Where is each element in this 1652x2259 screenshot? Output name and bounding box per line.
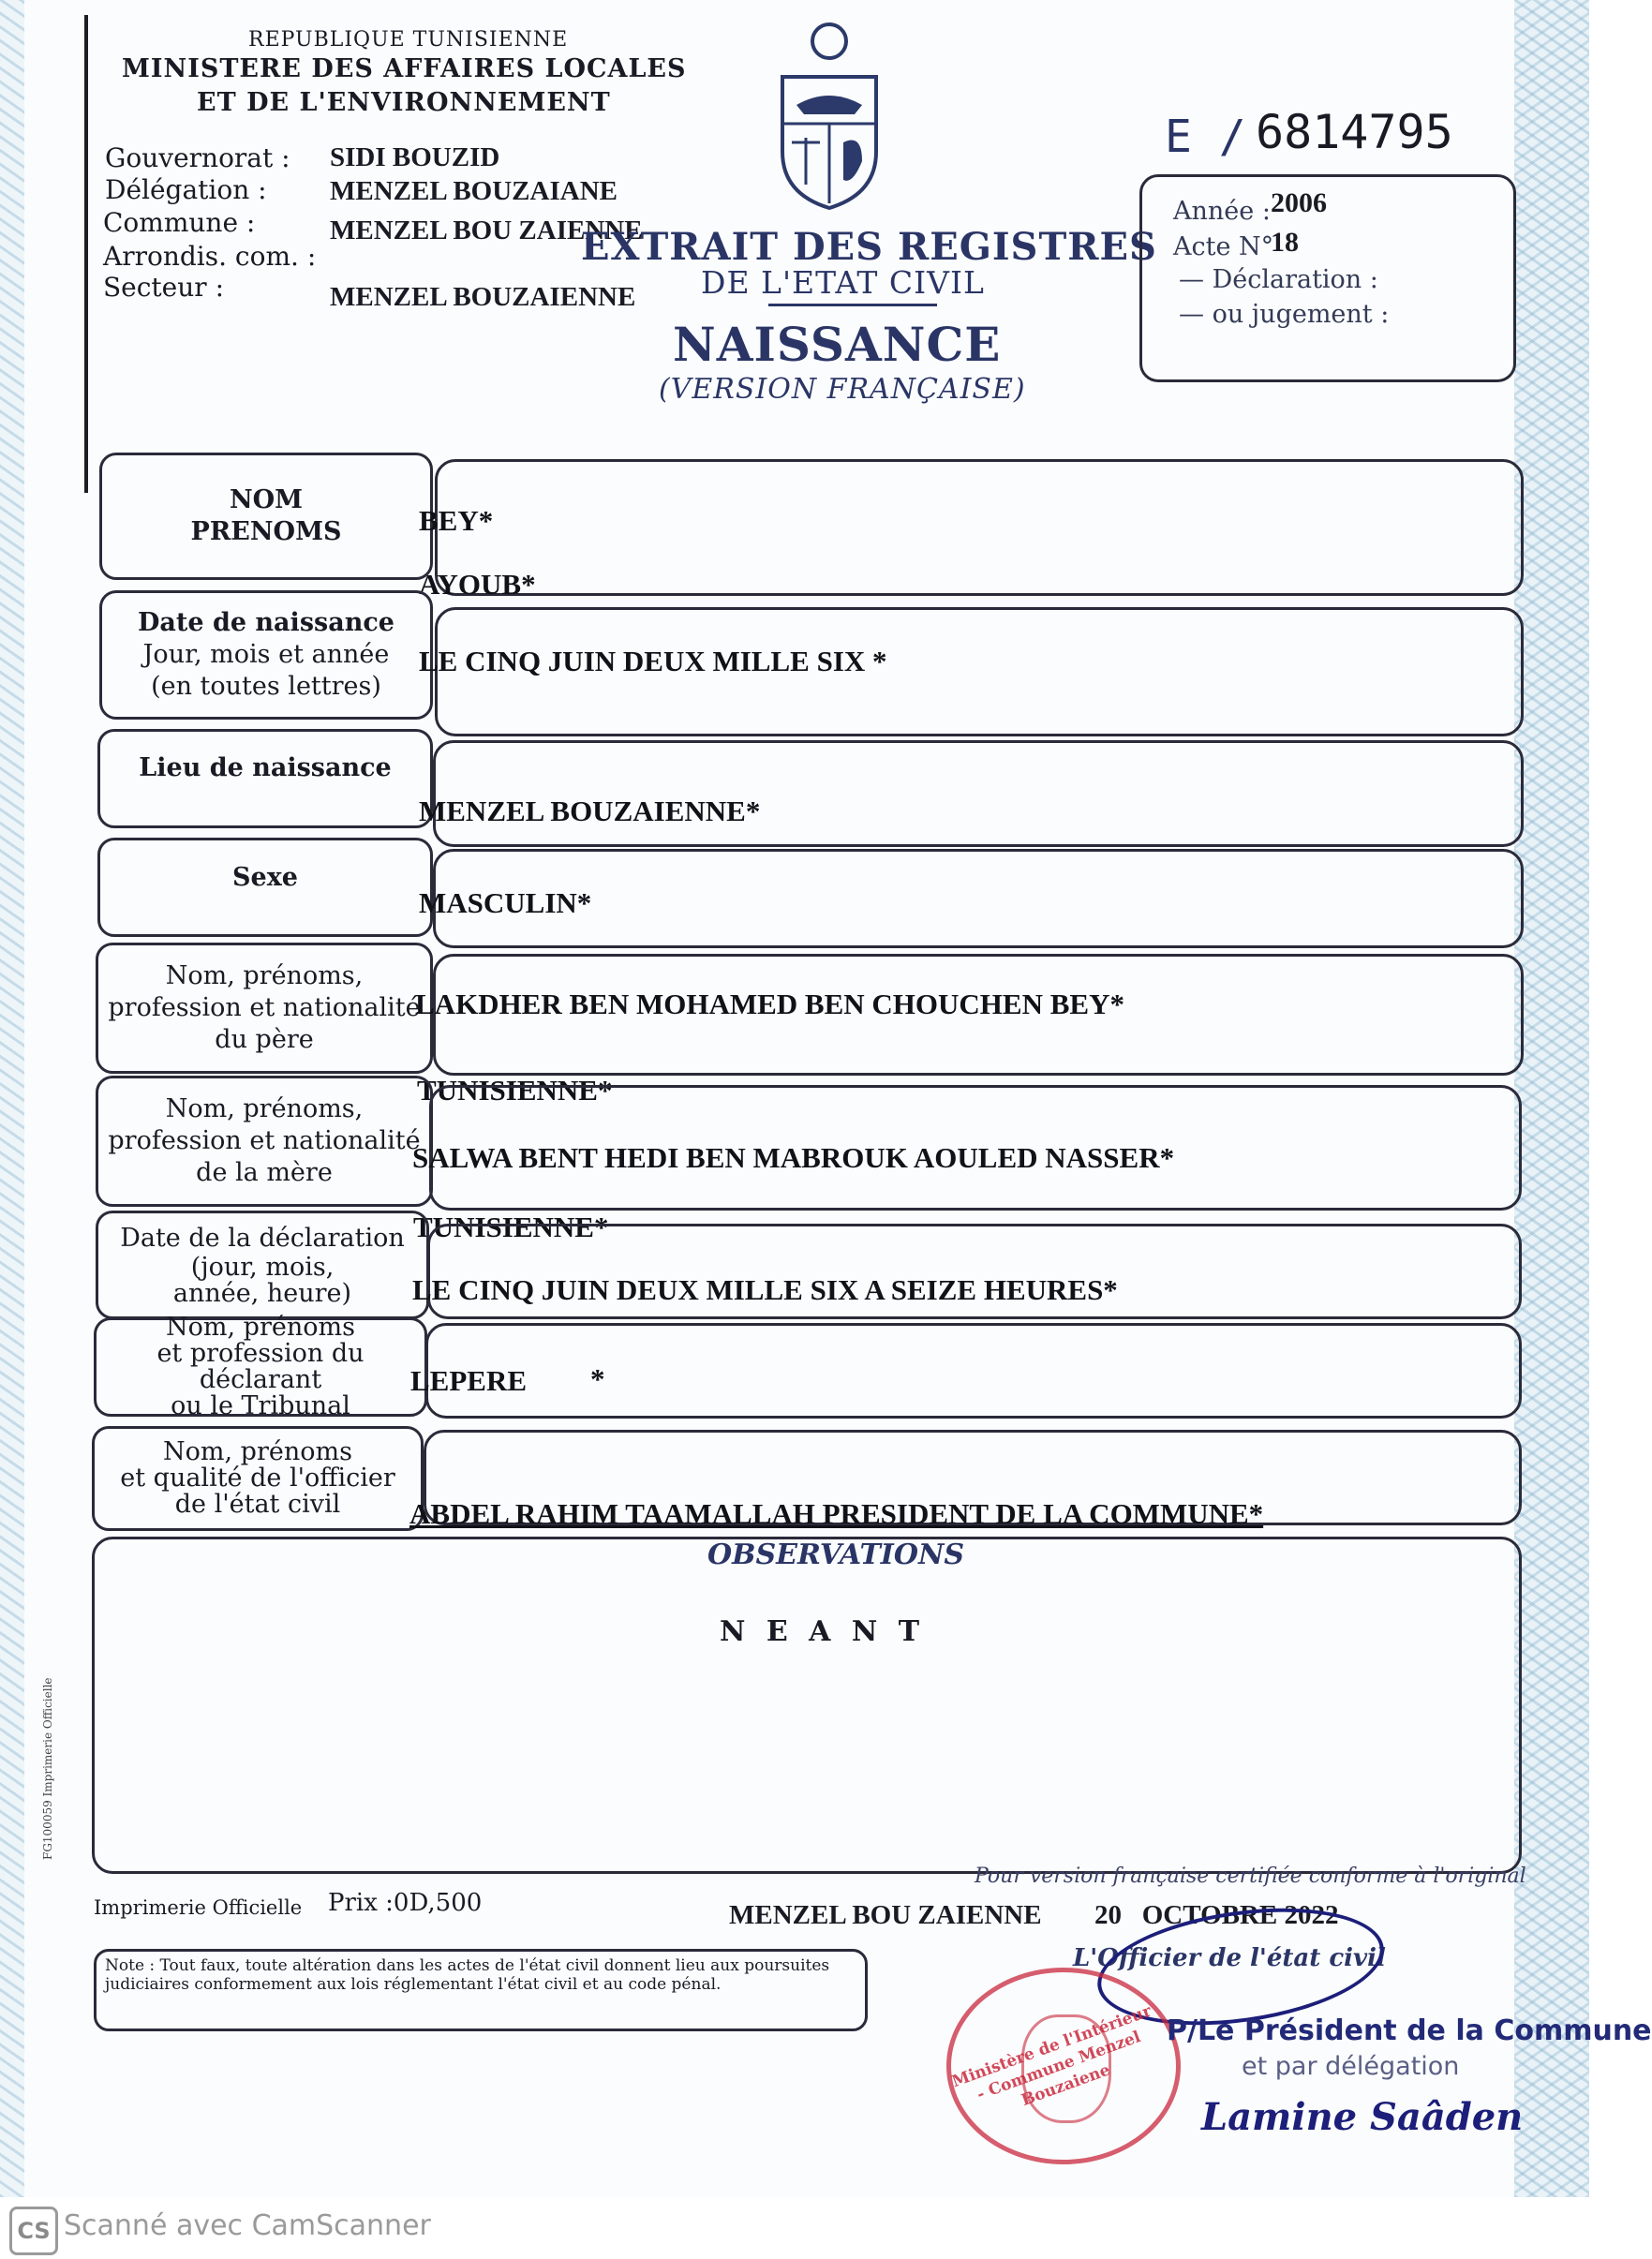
serial-number: 6814795 (1256, 105, 1453, 159)
title-main: NAISSANCE (673, 317, 1002, 372)
declarant-label2: et profession du déclarant (156, 1339, 365, 1394)
footer-date: 20 OCTOBRE 2022 (1094, 1900, 1339, 1930)
observations-box (92, 1537, 1522, 1874)
declaration-label3: année, heure) (172, 1279, 352, 1308)
declarant-label3: ou le Tribunal (171, 1391, 350, 1420)
republique-text: REPUBLIQUE TUNISIENNE (248, 28, 569, 52)
prenoms-label: PRENOMS (190, 517, 342, 546)
vertical-rule (84, 15, 88, 493)
officier-label-box (92, 1426, 424, 1531)
sexe-label-box (97, 838, 433, 937)
signature-line2: et par délégation (1242, 2052, 1460, 2081)
lieu-value: MENZEL BOUZAIENNE* (419, 795, 761, 827)
commune-label: Commune : (103, 207, 256, 238)
delegation-label: Délégation : (105, 174, 267, 205)
declaration-label-box (96, 1211, 429, 1319)
side-imprint-text: FG100059 Imprimerie Officielle (41, 1677, 54, 1860)
date-naissance-value: LE CINQ JUIN DEUX MILLE SIX * (419, 645, 887, 677)
pere-name-value: LAKDHER BEN MOHAMED BEN CHOUCHEN BEY* (415, 988, 1124, 1020)
pere-label1: Nom, prénoms, (165, 961, 364, 990)
lieu-label-box (97, 729, 433, 828)
nom-label: NOM (229, 485, 304, 514)
decorative-border-left (0, 0, 24, 2197)
pere-label2: profession et nationalité (108, 993, 421, 1022)
ministere-line2: ET DE L'ENVIRONNEMENT (197, 88, 611, 117)
gouvernorat-label: Gouvernorat : (105, 142, 290, 173)
footer-lieu: MENZEL BOU ZAIENNE (729, 1900, 1042, 1930)
annee-value: 2006 (1271, 187, 1327, 218)
sexe-value: MASCULIN* (419, 886, 592, 919)
title-line1: EXTRAIT DES REGISTRES (581, 225, 1157, 269)
prix-text: Prix :0D,500 (328, 1889, 483, 1917)
title-underline (768, 304, 937, 306)
certifiee-text: Pour version française certifiée conforme à l'original (975, 1865, 1526, 1888)
imprimerie-text: Imprimerie Officielle (94, 1896, 303, 1919)
title-version: (VERSION FRANÇAISE) (659, 373, 1026, 406)
pere-label3: du père (215, 1025, 314, 1054)
delegation-value: MENZEL BOUZAIANE (330, 176, 618, 206)
nom-value: BEY* (419, 504, 494, 537)
arrondis-label: Arrondis. com. : (103, 241, 317, 272)
date-naissance-label-box (99, 590, 433, 720)
pere-nationality-value: TUNISIENNE* (417, 1074, 613, 1107)
acte-value: 18 (1271, 227, 1299, 258)
declaration-label2: (jour, mois, (190, 1253, 335, 1282)
secteur-value: MENZEL BOUZAIENNE (330, 282, 636, 312)
declaration-value: LE CINQ JUIN DEUX MILLE SIX A SEIZE HEURES* (412, 1273, 1118, 1306)
date-naissance-label: Date de naissance (138, 608, 394, 637)
title-line2: DE L'ETAT CIVIL (701, 264, 985, 301)
camscanner-logo-icon: CS (9, 2207, 58, 2255)
mere-label3: de la mère (196, 1158, 333, 1187)
observations-value: N E A N T (720, 1615, 926, 1648)
declaration-label1: Date de la déclaration (120, 1224, 405, 1253)
officier-footer-text: L'Officier de l'état civil (1073, 1944, 1386, 1972)
officier-label3: de l'état civil (174, 1490, 341, 1519)
lieu-value-box (433, 740, 1524, 847)
acte-label: Acte N° (1173, 232, 1274, 261)
declaration-label: — Déclaration : (1179, 265, 1378, 294)
pere-label-box (96, 943, 433, 1074)
signature-name: Lamine Saâden (1201, 2095, 1524, 2139)
sexe-label: Sexe (232, 863, 298, 892)
mere-label-box (96, 1076, 433, 1207)
nom-value-box (435, 459, 1524, 596)
declarant-label1: Nom, prénoms (166, 1313, 355, 1342)
mere-label1: Nom, prénoms, (165, 1094, 364, 1123)
declarant-label-box (94, 1313, 427, 1420)
ministere-line1: MINISTERE DES AFFAIRES LOCALES (122, 54, 687, 83)
coat-of-arms-icon (768, 21, 890, 213)
lieu-label: Lieu de naissance (139, 753, 392, 782)
serial-prefix: E / (1165, 111, 1246, 163)
secteur-label: Secteur : (103, 272, 225, 303)
declarant-star: * (590, 1362, 605, 1395)
signature-line1: P/Le Président de la Commune (1167, 2014, 1652, 2047)
nom-label-box (99, 453, 433, 580)
observations-title: OBSERVATIONS (707, 1538, 965, 1571)
mere-nationality-value: TUNISIENNE* (413, 1211, 609, 1243)
gouvernorat-value: SIDI BOUZID (330, 142, 500, 172)
officier-label2: et qualité de l'officier (120, 1464, 395, 1493)
camscanner-text: Scanné avec CamScanner (64, 2209, 431, 2242)
sexe-value-box (433, 849, 1524, 948)
date-naissance-sublabel2: (en toutes lettres) (151, 672, 381, 701)
declarant-value: LEPERE (410, 1364, 528, 1397)
prenoms-value: AYOUB* (419, 568, 536, 601)
officier-value: ABDEL RAHIM TAAMALLAH PRESIDENT DE LA COMMUNE* (409, 1497, 1264, 1530)
mere-name-value: SALWA BENT HEDI BEN MABROUK AOULED NASSER* (412, 1141, 1175, 1174)
date-naissance-sublabel: Jour, mois et année (142, 640, 390, 669)
officier-label1: Nom, prénoms (163, 1437, 352, 1466)
commune-value: MENZEL BOU ZAIENNE (330, 215, 643, 245)
jugement-label: — ou jugement : (1179, 300, 1390, 329)
note-text: Note : Tout faux, toute altération dans les actes de l'état civil donnent lieu aux poursuites judiciaires conformement aux lois réglementant l'état civil et au code pénal. (105, 1956, 830, 1994)
stamp-text: Ministère de l'Intérieur - Commune Menzel Bouzaiene (949, 2001, 1154, 2111)
mere-label2: profession et nationalité (108, 1126, 421, 1155)
annee-label: Année : (1173, 197, 1271, 226)
